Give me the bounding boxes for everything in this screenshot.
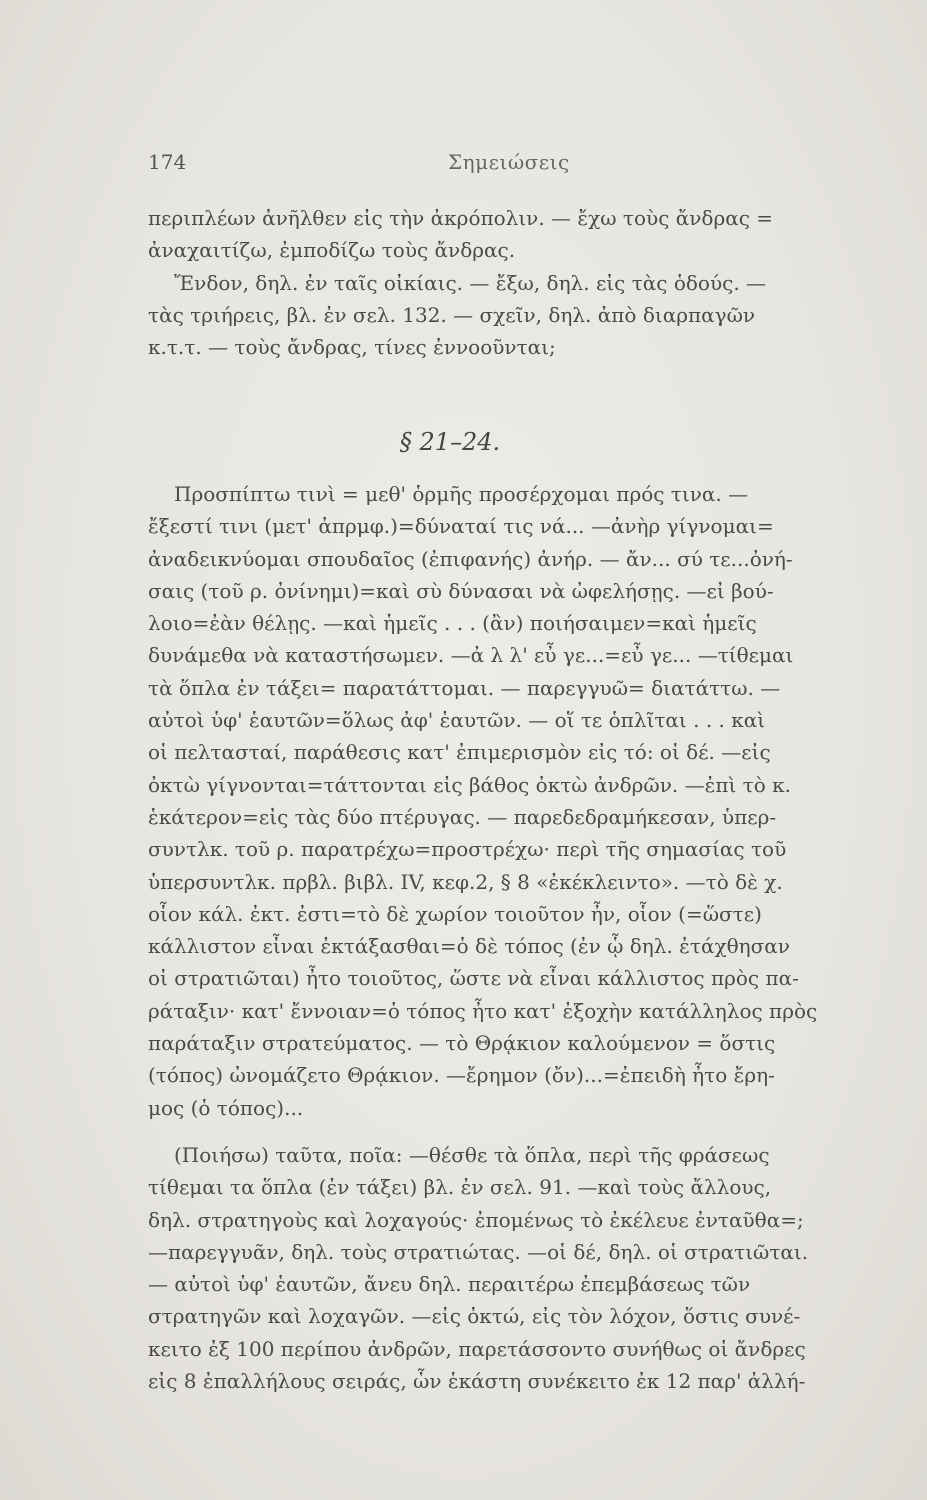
text-line: στρατηγῶν καὶ λοχαγῶν. —εἰς ὀκτώ, εἰς τὸν λόχον, ὅστις συνέ-	[148, 1304, 801, 1329]
text-line: περιπλέων ἀνῆλθεν εἰς τὴν ἀκρόπολιν. — ἔχω τοὺς ἄνδρας =	[148, 206, 774, 230]
text-block-main	[148, 478, 878, 1124]
text-line: κ.τ.τ. — τοὺς ἄνδρας, τίνες ἐννοοῦνται;	[148, 335, 556, 360]
text-line: τίθεμαι τα ὅπλα (ἐν τάξει) βλ. ἐν σελ. 91. —καὶ τοὺς ἄλλους,	[148, 1175, 772, 1200]
page-header	[148, 150, 847, 180]
text-line: οἷον κάλ. ἐκτ. ἐστι=τὸ δὲ χωρίον τοιοῦτον ἦν, οἷον (=ὥστε)	[148, 901, 762, 926]
text-line: παράταξιν στρατεύματος. — τὸ Θρᾴκιον καλούμενον = ὅστις	[148, 1031, 776, 1056]
text-block-end	[148, 1139, 878, 1397]
text-line: εἰς 8 ἐπαλλήλους σειράς, ὧν ἑκάστη συνέκειτο ἐκ 12 παρ' ἀλλή-	[148, 1369, 806, 1394]
text-line: ἑκάτερον=εἰς τὰς δύο πτέρυγας. — παρεδεδραμήκεσαν, ὑπερ-	[148, 804, 777, 829]
text-line: δυνάμεθα νὰ καταστήσωμεν. —ἀ λ λ' εὖ γε...=εὖ γε... —τίθεμαι	[148, 643, 794, 668]
text-line: ἀναδεικνύομαι σπουδαῖος (ἐπιφανής) ἀνήρ. — ἄν... σύ τε...ὀνή-	[148, 546, 793, 571]
text-line: —παρεγγυᾶν, δηλ. τοὺς στρατιώτας. —οἱ δέ, δηλ. οἱ στρατιῶται.	[148, 1239, 809, 1264]
text-line: — αὐτοὶ ὑφ' ἑαυτῶν, ἄνευ δηλ. περαιτέρω ἐπεμβάσεως τῶν	[148, 1272, 751, 1297]
text-line: οἱ στρατιῶται) ἦτο τοιοῦτος, ὥστε νὰ εἶναι κάλλιστος πρὸς πα-	[148, 966, 799, 991]
text-line: (Ποιήσω) ταῦτα, ποῖα: —θέσθε τὰ ὅπλα, περὶ τῆς φράσεως	[174, 1143, 770, 1167]
text-line: λοιο=ἐὰν θέλῃς. —καὶ ἡμεῖς . . . (ἂν) ποιήσαιμεν=καὶ ἡμεῖς	[148, 611, 757, 636]
text-line: τὰς τριήρεις, βλ. ἐν σελ. 132. — σχεῖν, δηλ. ἀπὸ διαρπαγῶν	[148, 302, 756, 327]
text-line: σαις (τοῦ ρ. ὀνίνημι)=καὶ σὺ δύνασαι νὰ ὠφελήσῃς. —εἰ βού-	[148, 578, 774, 603]
text-line: μος (ὁ τόπος)...	[148, 1095, 304, 1120]
text-block-top	[148, 202, 878, 363]
text-line: ράταξιν· κατ' ἔννοιαν=ὁ τόπος ἦτο κατ' ἐξοχὴν κατάλληλος πρὸς	[148, 998, 818, 1023]
text-line: κειτο ἐξ 100 περίπου ἀνδρῶν, παρετάσσοντο συνήθως οἱ ἄνδρες	[148, 1336, 806, 1361]
section-heading: § 21–24.	[399, 428, 501, 456]
text-line: συντλκ. τοῦ ρ. παρατρέχω=προστρέχω· περὶ τῆς σημασίας τοῦ	[148, 837, 787, 862]
text-line: (τόπος) ὠνομάζετο Θρᾴκιον. —ἔρημον (ὄν)...=ἐπειδὴ ἦτο ἔρη-	[148, 1063, 775, 1088]
text-line: ἀναχαιτίζω, ἐμποδίζω τοὺς ἄνδρας.	[148, 238, 516, 263]
text-line: αὐτοὶ ὑφ' ἑαυτῶν=ὅλως ἀφ' ἑαυτῶν. — οἵ τε ὁπλῖται . . . καὶ	[148, 708, 766, 733]
text-line: Προσπίπτω τινὶ = μεθ' ὁρμῆς προσέρχομαι πρός τινα. —	[174, 482, 749, 506]
text-line: τὰ ὅπλα ἐν τάξει= παρατάττομαι. — παρεγγυῶ= διατάττω. —	[148, 675, 781, 700]
text-line: ὑπερσυντλκ. πρβλ. βιβλ. IV, κεφ.2, § 8 «ἐκέκλειντο». —τὸ δὲ χ.	[148, 869, 783, 894]
text-line: οἱ πελτασταί, παράθεσις κατ' ἐπιμερισμὸν εἰς τό: οἱ δέ. —εἰς	[148, 740, 771, 765]
text-line: Ἔνδον, δηλ. ἐν ταῖς οἰκίαις. — ἔξω, δηλ. εἰς τὰς ὁδούς. —	[174, 270, 767, 295]
text-line: ἔξεστί τινι (μετ' ἀπρμφ.)=δύναταί τις νά... —ἀνὴρ γίγνομαι=	[148, 514, 774, 539]
page-number: 174	[148, 150, 187, 174]
text-line: δηλ. στρατηγοὺς καὶ λοχαγούς· ἐπομένως τὸ ἐκέλευε ἐνταῦθα=;	[148, 1207, 804, 1232]
text-line: κάλλιστον εἶναι ἐκτάξασθαι=ὁ δὲ τόπος (ἐν ᾧ δηλ. ἐτάχθησαν	[148, 934, 790, 959]
text-line: ὀκτὼ γίγνονται=τάττονται εἰς βάθος ὀκτὼ ἀνδρῶν. —ἐπὶ τὸ κ.	[148, 772, 791, 797]
running-title: Σημειώσεις	[448, 150, 570, 174]
